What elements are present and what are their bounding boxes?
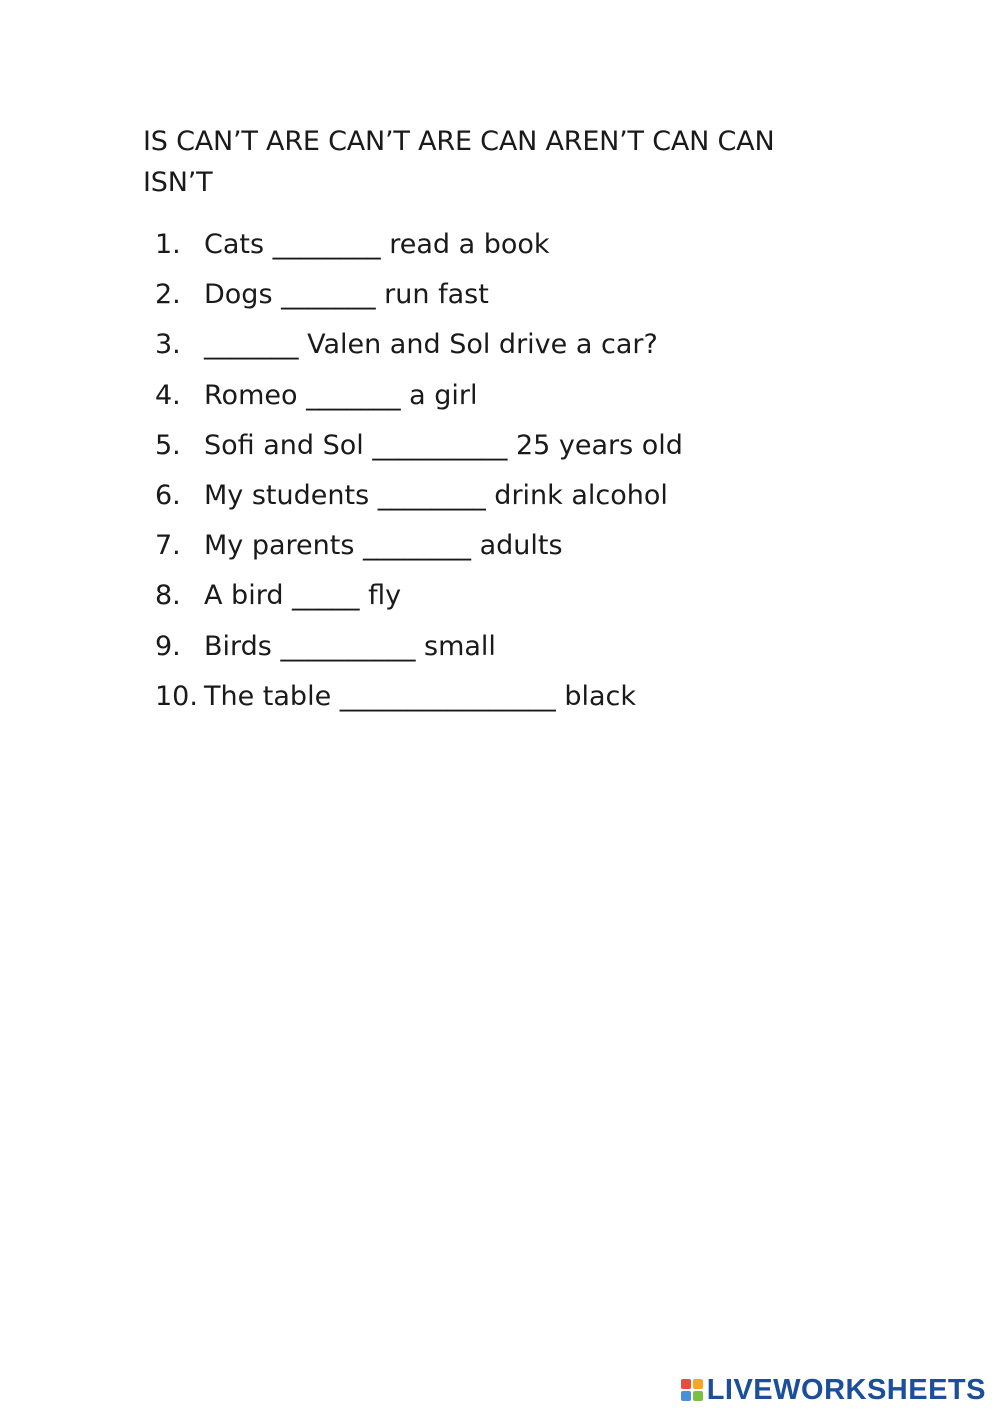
logo-square (693, 1391, 703, 1401)
item-number: 7. (155, 530, 181, 562)
logo-square (681, 1391, 691, 1401)
exercise-item-10 (155, 676, 683, 726)
item-text: Cats ________ read a book (204, 229, 550, 260)
item-number: 10. (155, 680, 198, 712)
logo-square (681, 1379, 691, 1389)
item-text: Dogs _______ run fast (204, 279, 489, 311)
item-number: 5. (155, 429, 181, 461)
exercise-item-3 (155, 324, 683, 374)
exercise-item-1 (155, 224, 683, 274)
item-text: A bird _____ fly (204, 580, 402, 612)
item-number: 3. (155, 329, 181, 361)
exercise-item-8 (155, 575, 683, 625)
exercise-item-9 (155, 626, 683, 676)
exercise-item-2 (155, 274, 683, 324)
exercise-item-7 (155, 525, 683, 575)
item-number: 1. (155, 229, 181, 260)
item-number: 8. (155, 580, 181, 612)
item-text: Romeo _______ a girl (204, 379, 478, 411)
exercise-list (155, 224, 683, 726)
exercise-item-6 (155, 475, 683, 525)
item-text: The table ________________ black (204, 680, 637, 712)
item-text: Sofi and Sol __________ 25 years old (204, 429, 683, 461)
liveworksheets-logo-icon (681, 1379, 703, 1401)
exercise-item-5 (155, 425, 683, 475)
word-bank: IS CAN’T ARE CAN’T ARE CAN AREN’T CAN CAN ISN’T (143, 126, 775, 198)
item-text: Birds __________ small (204, 630, 496, 662)
logo-text: LIVEWORKSHEETS (706, 1373, 986, 1406)
item-number: 9. (155, 630, 181, 662)
item-number: 4. (155, 379, 181, 411)
exercise-item-4 (155, 375, 683, 425)
liveworksheets-logo (681, 1373, 986, 1407)
item-text: My parents ________ adults (204, 530, 563, 562)
item-number: 2. (155, 279, 181, 311)
logo-square (693, 1379, 703, 1389)
item-text: _______ Valen and Sol drive a car? (204, 329, 658, 361)
item-number: 6. (155, 479, 181, 511)
item-text: My students ________ drink alcohol (204, 479, 668, 511)
